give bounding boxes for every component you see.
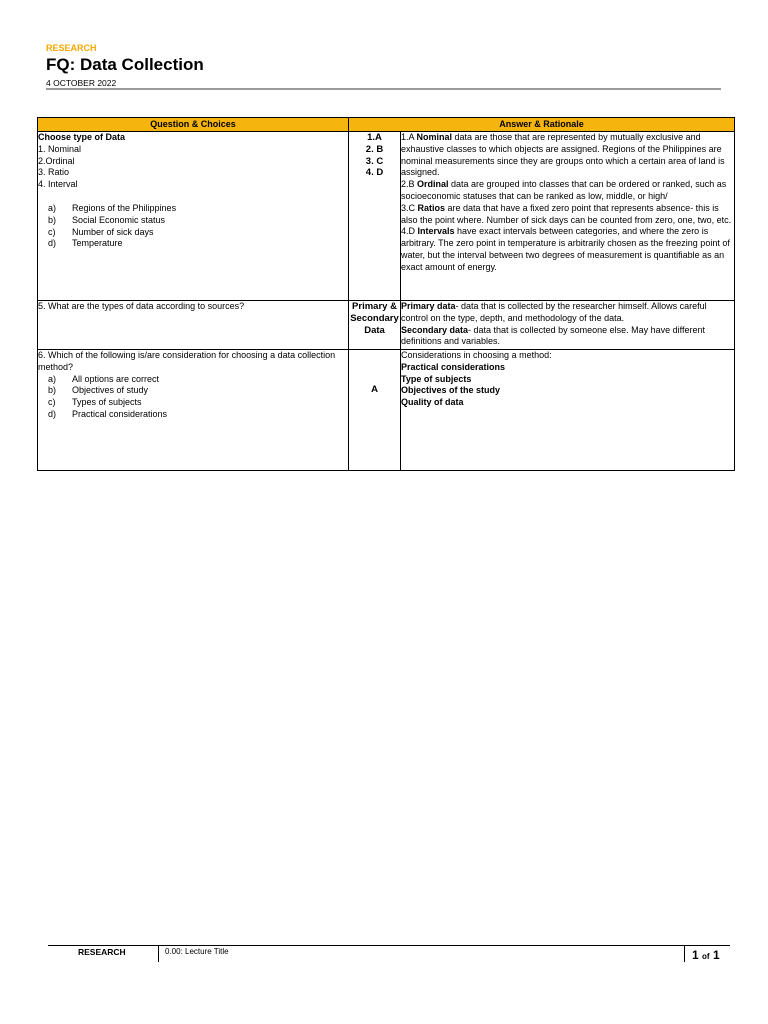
question-cell xyxy=(38,350,349,471)
option-item: d) Practical considerations xyxy=(48,408,168,419)
table-row xyxy=(38,350,735,471)
header-answer-rationale: Answer & Rationale xyxy=(349,118,735,132)
rationale-paragraph: 1.A Nominal data are those that are represented by mutually exclusive and exhaustive classes to which objects are assigned. Regions of the Philippines are nominal measurements since they are groups onto which a certain area of land is assigned. xyxy=(401,132,725,178)
answer-text: Primary & Secondary Data xyxy=(350,301,399,336)
answer-item: 1.A xyxy=(367,132,382,143)
answer-item: 3. C xyxy=(365,155,384,167)
option-item: a) Regions of the Philippines xyxy=(48,202,177,213)
option-item: a) All options are correct xyxy=(48,373,160,384)
rationale-paragraph: 2.B Ordinal data are grouped into classes that can be ordered or ranked, such as socioeconomic statuses that can be ranked as low, middle, or high/ xyxy=(401,179,727,201)
subject-label: RESEARCH xyxy=(46,43,97,53)
answer-cell xyxy=(349,301,401,350)
consideration-item: Practical considerations xyxy=(401,361,506,372)
answer-item: 2. B xyxy=(365,143,384,155)
rationale-paragraph: Secondary data- data that is collected by someone else. May have different definitions and variables. xyxy=(401,324,705,347)
consideration-item: Type of subjects xyxy=(401,373,472,384)
option-item: b) Objectives of study xyxy=(48,385,149,396)
footer-separator xyxy=(684,946,685,962)
data-type-item: 1. Nominal xyxy=(38,143,82,154)
consideration-item: Quality of data xyxy=(401,397,464,408)
rationale-paragraph: 3.C Ratios are data that have a fixed zero point that represents absence- this is also the point where. Number of sick days can be counted from zero, one, two, etc. xyxy=(401,202,732,225)
title-divider xyxy=(46,88,721,90)
table-header-row xyxy=(38,118,735,132)
table-row xyxy=(38,132,735,301)
option-item: d) Temperature xyxy=(48,238,123,249)
qa-table xyxy=(37,117,735,471)
footer-divider xyxy=(48,945,730,946)
footer-separator xyxy=(158,946,159,962)
option-item: b) Social Economic status xyxy=(48,214,166,225)
question-title: Choose type of Data xyxy=(38,132,126,142)
data-type-item: 3. Ratio xyxy=(38,167,70,178)
question-text: 5. What are the types of data according to sources? xyxy=(38,301,245,311)
rationale-cell xyxy=(401,132,735,301)
data-type-item: 4. Interval xyxy=(38,179,78,190)
option-item: c) Types of subjects xyxy=(48,397,142,408)
page-title: FQ: Data Collection xyxy=(46,55,204,74)
consideration-item: Objectives of the study xyxy=(401,385,501,396)
document-date: 4 OCTOBER 2022 xyxy=(46,78,117,88)
header-question-choices: Question & Choices xyxy=(38,118,349,132)
option-item: c) Number of sick days xyxy=(48,226,154,237)
question-cell xyxy=(38,132,349,301)
footer-subject: RESEARCH xyxy=(78,947,126,957)
data-type-item: 2.Ordinal xyxy=(38,155,75,166)
table-row xyxy=(38,301,735,350)
rationale-paragraph: Primary data- data that is collected by the researcher himself. Allows careful control on the type, depth, and methodology of the data. xyxy=(401,301,707,323)
answer-cell xyxy=(349,132,401,301)
answer-item: 4. D xyxy=(365,167,384,179)
question-text: 6. Which of the following is/are consideration for choosing a data collection method? xyxy=(38,350,336,372)
rationale-cell xyxy=(401,350,735,471)
rationale-cell xyxy=(401,301,735,350)
page-number: 1 of 1 xyxy=(692,948,720,962)
question-cell xyxy=(38,301,349,350)
rationale-intro: Considerations in choosing a method: xyxy=(401,350,552,360)
answer-cell xyxy=(349,350,401,471)
rationale-paragraph: 4.D Intervals have exact intervals between categories, and where the zero is arbitrary. The zero point in temperature is arbitrarily chosen as the freezing point of water, but the interval between two degrees of measurement is quantifiable as an exact amount of energy. xyxy=(401,226,730,272)
answer-text: A xyxy=(371,384,378,395)
footer-lecture-title: 0.00: Lecture Title xyxy=(165,947,229,956)
